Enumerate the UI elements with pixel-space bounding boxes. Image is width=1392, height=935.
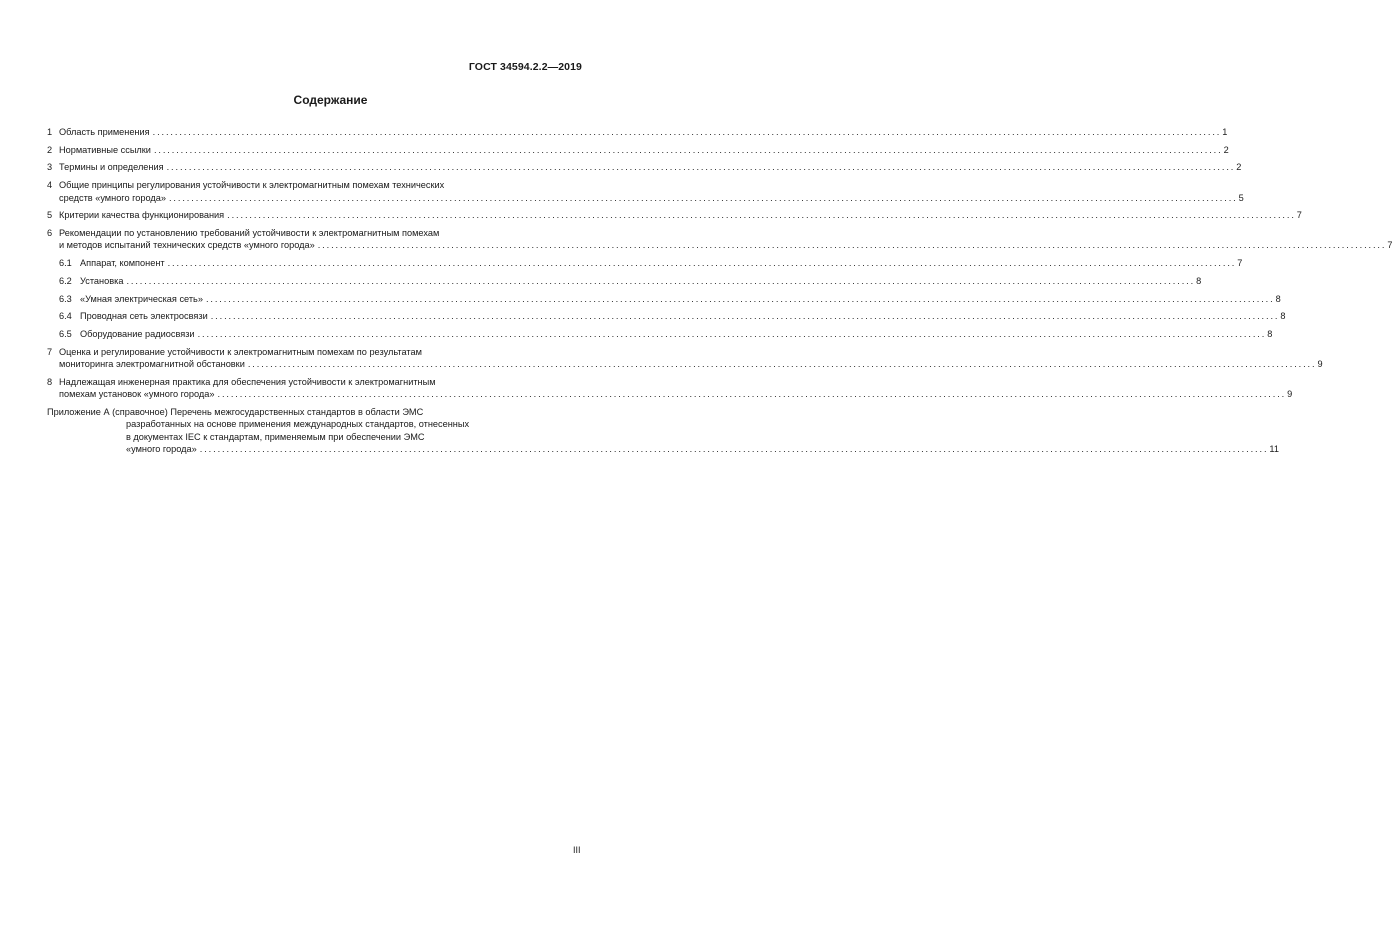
toc-dot-leader: ................................................................................................................................................................................................................................................ [317,240,1387,251]
toc-entry-title: и методов испытаний технических средств «умного города» [59,240,315,251]
toc-line [47,358,1323,371]
toc-entry-title: Приложение А (справочное) Перечень межгосударственных стандартов в области ЭМС [47,406,424,417]
toc-entry-title: Оборудование радиосвязи [80,328,195,339]
toc-dot-leader: ................................................................................................................................................................................................................................................ [247,359,1317,370]
toc-dot-leader: ................................................................................................................................................................................................................................................ [168,192,1238,203]
toc-entry-title: Общие принципы регулирования устойчивости к электромагнитным помехам технических [59,180,445,191]
toc-entry-number: 6.4 [59,311,72,322]
toc-line [47,418,577,431]
toc-entry-title: разработанных на основе применения международных стандартов, отнесенных [126,419,470,430]
toc-entry-page: 11 [1269,444,1279,455]
toc-entry-number: 6 [47,227,53,238]
page-title: Содержание [293,93,368,107]
toc-entry-number: 3 [47,162,53,173]
toc-dot-leader: ................................................................................................................................................................................................................................................ [199,444,1269,455]
toc-line [47,239,1392,252]
table-of-contents [47,126,1392,461]
toc-entry-title: мониторинга электромагнитной обстановки [59,359,245,370]
toc-line [59,275,1202,288]
toc-entry[interactable] [47,310,1286,323]
toc-entry-page: 8 [1196,275,1202,286]
toc-entry-number: 8 [47,376,53,387]
toc-line [47,192,1244,205]
toc-line [59,257,1243,270]
toc-entry-title: Установка [80,275,124,286]
toc-entry-number: 5 [47,210,53,221]
toc-entry[interactable] [47,346,1323,371]
toc-entry-number: 7 [47,346,53,357]
toc-entry-title: Надлежащая инженерная практика для обеспечения устойчивости к электромагнитным [59,376,436,387]
toc-entry-title: в документах IEC к стандартам, применяемым при обеспечении ЭМС [126,431,425,442]
toc-line [59,293,1281,306]
toc-entry-number: 6.1 [59,258,72,269]
toc-dot-leader: ................................................................................................................................................................................................................................................ [153,144,1223,155]
toc-entry-page: 5 [1238,192,1244,203]
toc-line [59,310,1286,323]
toc-entry-page: 8 [1275,293,1281,304]
toc-dot-leader: ................................................................................................................................................................................................................................................ [227,210,1296,221]
toc-entry-title: Аппарат, компонент [80,258,165,269]
toc-entry-page: 7 [1387,240,1392,251]
toc-entry-title: Рекомендации по установлению требований устойчивости к электромагнитным помехам [59,227,440,238]
toc-entry-page: 7 [1237,258,1243,269]
toc-entry-page: 8 [1267,328,1273,339]
toc-dot-leader: ................................................................................................................................................................................................................................................ [166,162,1236,173]
toc-entry-number: 6.3 [59,293,72,304]
toc-dot-leader: ................................................................................................................................................................................................................................................ [205,293,1275,304]
toc-line [47,179,577,192]
toc-entry-title: помехам установок «умного города» [59,389,215,400]
toc-entry[interactable] [47,376,1293,401]
toc-entry-page: 8 [1280,311,1286,322]
toc-line [47,227,577,240]
toc-dot-leader: ................................................................................................................................................................................................................................................ [217,389,1287,400]
toc-line [47,443,1279,456]
toc-line [47,346,577,359]
toc-entry-page: 2 [1236,162,1242,173]
toc-entry[interactable] [47,126,1228,139]
toc-entry-title: Оценка и регулирование устойчивости к электромагнитным помехам по результатам [59,346,422,357]
toc-entry[interactable] [47,275,1202,288]
toc-entry-number: 1 [47,127,53,137]
toc-entry[interactable] [47,209,1302,222]
toc-entry[interactable] [47,257,1243,270]
toc-dot-leader: ................................................................................................................................................................................................................................................ [126,275,1196,286]
toc-line [47,376,577,389]
toc-entry-number: 6.2 [59,275,72,286]
toc-line [47,144,1229,157]
toc-line [47,161,1242,174]
toc-dot-leader: ................................................................................................................................................................................................................................................ [197,328,1267,339]
toc-entry-title: «умного города» [126,444,197,455]
toc-entry-title: Проводная сеть электросвязи [80,311,208,322]
page-number: III [573,845,581,855]
toc-line [47,209,1302,222]
toc-entry[interactable] [47,161,1242,174]
toc-entry-page: 9 [1317,359,1323,370]
toc-line [47,431,577,444]
toc-entry[interactable] [47,293,1281,306]
toc-entry[interactable] [47,144,1229,157]
toc-entry-title: средств «умного города» [59,192,166,203]
toc-entry[interactable] [47,406,1279,456]
toc-line [47,388,1293,401]
toc-dot-leader: ................................................................................................................................................................................................................................................ [210,311,1280,322]
toc-entry-page: 1 [1222,127,1228,137]
toc-entry-title: Нормативные ссылки [59,144,151,155]
toc-entry-title: Термины и определения [59,162,164,173]
toc-entry-number: 4 [47,180,53,191]
toc-entry-page: 7 [1296,210,1302,221]
toc-entry-page: 2 [1223,144,1229,155]
document-id: ГОСТ 34594.2.2—2019 [468,61,582,73]
toc-entry[interactable] [47,227,1392,252]
toc-entry-title: «Умная электрическая сеть» [80,293,203,304]
toc-entry[interactable] [47,179,1244,204]
toc-entry-title: Область применения [59,127,150,137]
toc-line [47,406,577,419]
toc-line [47,126,1228,139]
toc-dot-leader: ................................................................................................................................................................................................................................................ [167,258,1237,269]
toc-entry-title: Критерии качества функционирования [59,210,225,221]
toc-entry-number: 2 [47,144,53,155]
toc-entry-number: 6.5 [59,328,72,339]
toc-dot-leader: ................................................................................................................................................................................................................................................ [152,127,1222,137]
toc-line [59,328,1273,341]
toc-entry-page: 9 [1287,389,1293,400]
toc-entry[interactable] [47,328,1273,341]
